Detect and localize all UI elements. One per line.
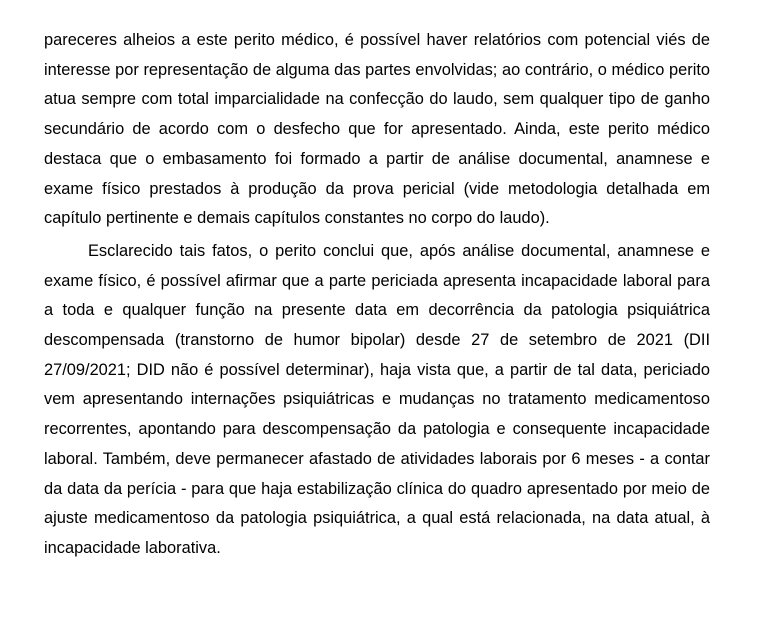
paragraph-continuation: pareceres alheios a este perito médico, é possível haver relatórios com potencial viés de interesse por representação de alguma das partes envolvidas; ao contrário, o médico perito atua sempre com total imparcialidade na confecção do laudo, sem qualquer tipo de ganho secundário de acordo com o desfecho que for apresentado. Ainda, este perito médico destaca que o embasamento foi formado a partir de análise documental, anamnese e exame físico prestados à produção da prova pericial (vide metodologia detalhada em capítulo pertinente e demais capítulos constantes no corpo do laudo).: [44, 31, 710, 228]
paragraph-conclusion: Esclarecido tais fatos, o perito conclui que, após análise documental, anamnese e exame físico, é possível afirmar que a parte periciada apresenta incapacidade laboral para a toda e qualquer função na presente data em decorrência da patologia psiquiátrica descompensada (transtorno de humor bipolar) desde 27 de setembro de 2021 (DII 27/09/2021; DID não é possível determinar), haja vista que, a partir de tal data, periciado vem apresentando internações psiquiátricas e mudanças no tratamento medicamentoso recorrentes, apontando para descompensação da patologia e consequente incapacidade laboral. Também, deve permanecer afastado de atividades laborais por 6 meses - a contar da data da perícia - para que haja estabilização clínica do quadro apresentado por meio de ajuste medicamentoso da patologia psiquiátrica, a qual está relacionada, na data atual, à incapacidade laborativa.: [44, 241, 710, 557]
document-page: [44, 26, 710, 564]
